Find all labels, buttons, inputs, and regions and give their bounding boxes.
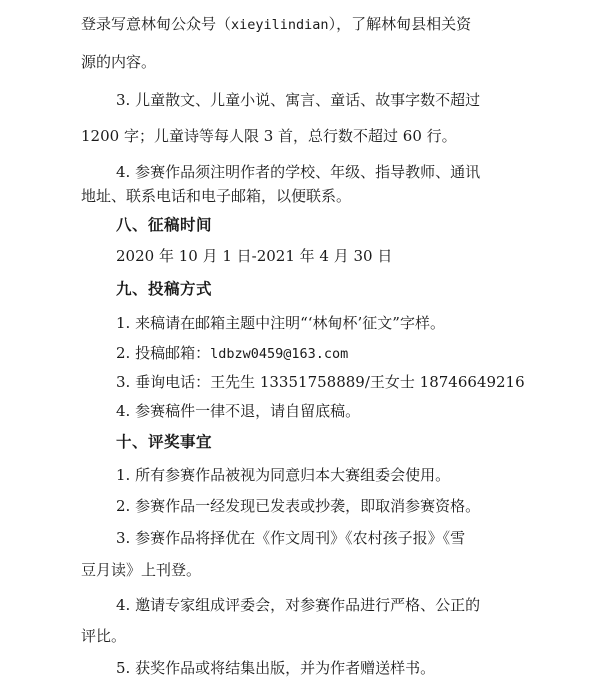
list-item: 1. 来稿请在邮箱主题中注明“‘林甸杯’征文”字样。 <box>116 314 445 332</box>
section-heading-award-matters: 十、评奖事宜 <box>116 433 213 451</box>
submission-date-range: 2020 年 10 月 1 日-2021 年 4 月 30 日 <box>116 247 393 265</box>
wechat-account-id: xieyilindian <box>231 17 329 33</box>
paragraph-line <box>81 14 471 35</box>
paragraph-line: 源的内容。 <box>81 53 157 71</box>
section-heading-submission-method: 九、投稿方式 <box>116 280 213 298</box>
list-item: 3. 参赛作品将择优在《作文周刊》《农村孩子报》《雪 <box>116 529 466 547</box>
text-segment: 登录写意林甸公众号（ <box>81 15 232 33</box>
paragraph-line: 4. 参赛作品须注明作者的学校、年级、指导教师、通讯 <box>116 163 481 181</box>
list-item: 3. 垂询电话：王先生 13351758889/王女士 18746649216 <box>116 373 525 391</box>
paragraph-line: 3. 儿童散文、儿童小说、寓言、童话、故事字数不超过 <box>116 91 481 109</box>
text-segment: 2. 投稿邮箱： <box>116 344 211 362</box>
submission-email: ldbzw0459@163.com <box>210 346 349 362</box>
list-item: 1. 所有参赛作品被视为同意归本大赛组委会使用。 <box>116 466 451 484</box>
list-item: 4. 参赛稿件一律不退，请自留底稿。 <box>116 402 361 420</box>
text-segment: ），了解林甸县相关资 <box>328 15 472 33</box>
section-heading-submission-period: 八、征稿时间 <box>116 216 213 234</box>
list-item-continuation: 评比。 <box>81 627 127 645</box>
paragraph-line: 地址、联系电话和电子邮箱，以便联系。 <box>81 187 352 205</box>
list-item: 4. 邀请专家组成评委会，对参赛作品进行严格、公正的 <box>116 596 481 614</box>
list-item: 2. 参赛作品一经发现已发表或抄袭，即取消参赛资格。 <box>116 497 481 515</box>
list-item-continuation: 豆月读》上刊登。 <box>81 561 202 579</box>
list-item <box>116 343 348 364</box>
paragraph-line: 1200 字；儿童诗等每人限 3 首，总行数不超过 60 行。 <box>81 127 457 145</box>
list-item: 5. 获奖作品或将结集出版，并为作者赠送样书。 <box>116 659 436 677</box>
